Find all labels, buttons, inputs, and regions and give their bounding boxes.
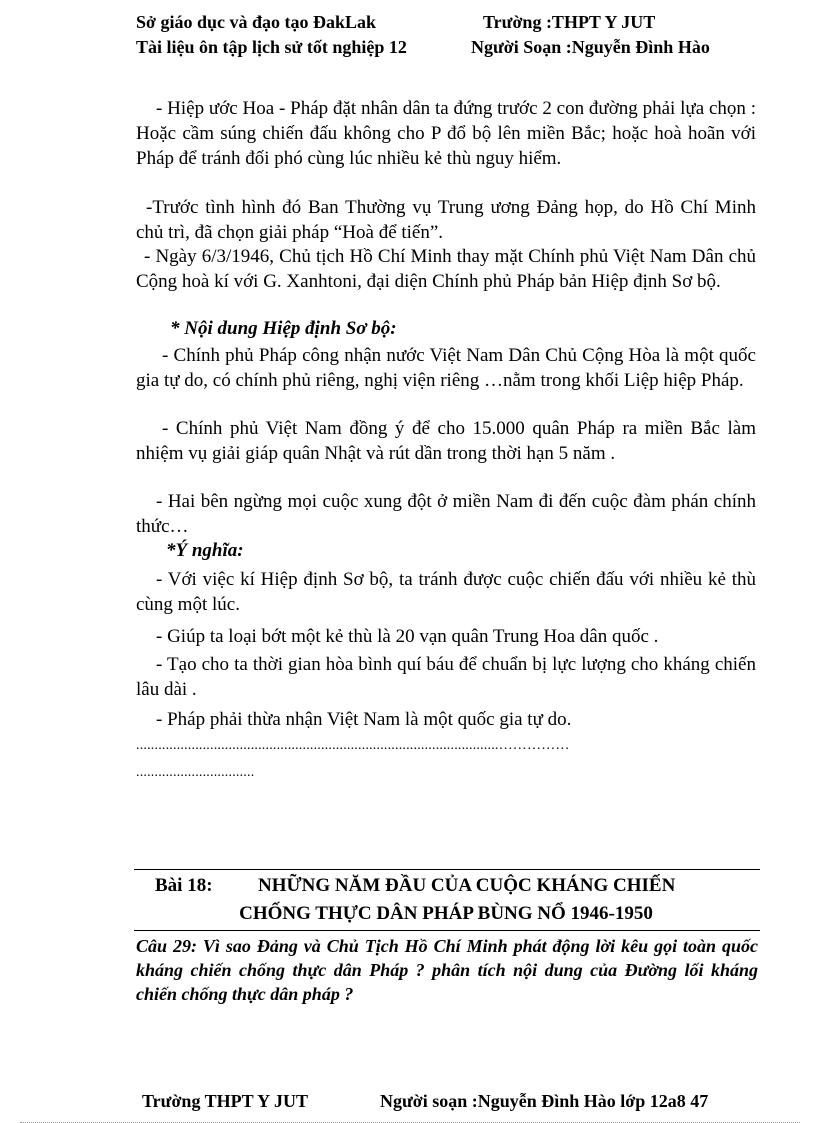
heading-significance: *Ý nghĩa: [166, 540, 244, 561]
dotted-line-1: ..................................................................................................…………… [136, 738, 570, 753]
lesson-title-line2: CHỐNG THỰC DÂN PHÁP BÙNG NỔ 1946-1950 [239, 903, 653, 924]
heading-agreement-content: * Nội dung Hiệp định Sơ bộ: [170, 318, 397, 339]
divider-bottom [134, 930, 760, 931]
divider-top [134, 869, 760, 870]
paragraph-content-ceasefire: - Hai bên ngừng mọi cuộc xung đột ở miền Nam đi đến cuộc đàm phán chính thức… [136, 491, 756, 537]
dotted-line-2: ................................ [136, 765, 255, 780]
header-department: Sở giáo dục và đạo tạo ĐakLak [136, 12, 377, 32]
paragraph-signing: - Ngày 6/3/1946, Chủ tịch Hồ Chí Minh thay mặt Chính phủ Việt Nam Dân chủ Cộng hoà kí với G. Xanhtoni, đại diện Chính phủ Pháp bản Hiệp định Sơ bộ. [136, 246, 756, 292]
lesson-title-line1: NHỮNG NĂM ĐẦU CỦA CUỘC KHÁNG CHIẾN [258, 875, 676, 896]
lesson-label: Bài 18: [155, 875, 213, 896]
paragraph-treaty-choice: - Hiệp ước Hoa - Pháp đặt nhân dân ta đứng trước 2 con đường phải lựa chọn : Hoặc cầm súng chiến đấu không cho P đổ bộ lên miền Bắc; hoặc hoà hoãn với Pháp để tránh đối phó cùng lúc nhiều kẻ thù nguy hiểm. [136, 98, 756, 169]
paragraph-significance-recognition: - Pháp phải thừa nhận Việt Nam là một quốc gia tự do. [156, 709, 572, 730]
header-author: Người Soạn :Nguyễn Đình Hào [471, 37, 710, 57]
paragraph-significance-avoid-war: - Với việc kí Hiệp định Sơ bộ, ta tránh được cuộc chiến đấu với nhiều kẻ thù cùng một lúc. [136, 569, 756, 615]
paragraph-significance-reduce-enemy: - Giúp ta loại bớt một kẻ thù là 20 vạn quân Trung Hoa dân quốc . [156, 626, 659, 647]
paragraph-party-decision: -Trước tình hình đó Ban Thường vụ Trung ương Đảng họp, do Hồ Chí Minh chủ trì, đã chọn giải pháp “Hoà để tiến”. [136, 197, 756, 243]
header-document-title: Tài liệu ôn tập lịch sử tốt nghiệp 12 [136, 37, 407, 57]
header-school: Trường :THPT Y JUT [483, 12, 656, 32]
footer-author: Người soạn :Nguyễn Đình Hào lớp 12a8 47 [380, 1091, 709, 1111]
question-29: Câu 29: Vì sao Đảng và Chủ Tịch Hồ Chí Minh phát động lời kêu gọi toàn quốc kháng chiến chống thực dân Pháp ? phân tích nội dung của Đường lối kháng chiến chống thực dân pháp ? [136, 936, 758, 1004]
paragraph-content-recognition: - Chính phủ Pháp công nhận nước Việt Nam Dân Chủ Cộng Hòa là một quốc gia tự do, có chính phủ riêng, nghị viện riêng …nằm trong khối Liệp hiệp Pháp. [136, 345, 756, 391]
footer-school: Trường THPT Y JUT [142, 1091, 308, 1111]
paragraph-significance-peace-time: - Tạo cho ta thời gian hòa bình quí báu để chuẩn bị lực lượng cho kháng chiến lâu dài . [136, 654, 756, 700]
paragraph-content-troops: - Chính phủ Việt Nam đồng ý để cho 15.000 quân Pháp ra miền Bắc làm nhiệm vụ giải giáp quân Nhật và rút dần trong thời hạn 5 năm . [136, 418, 756, 464]
